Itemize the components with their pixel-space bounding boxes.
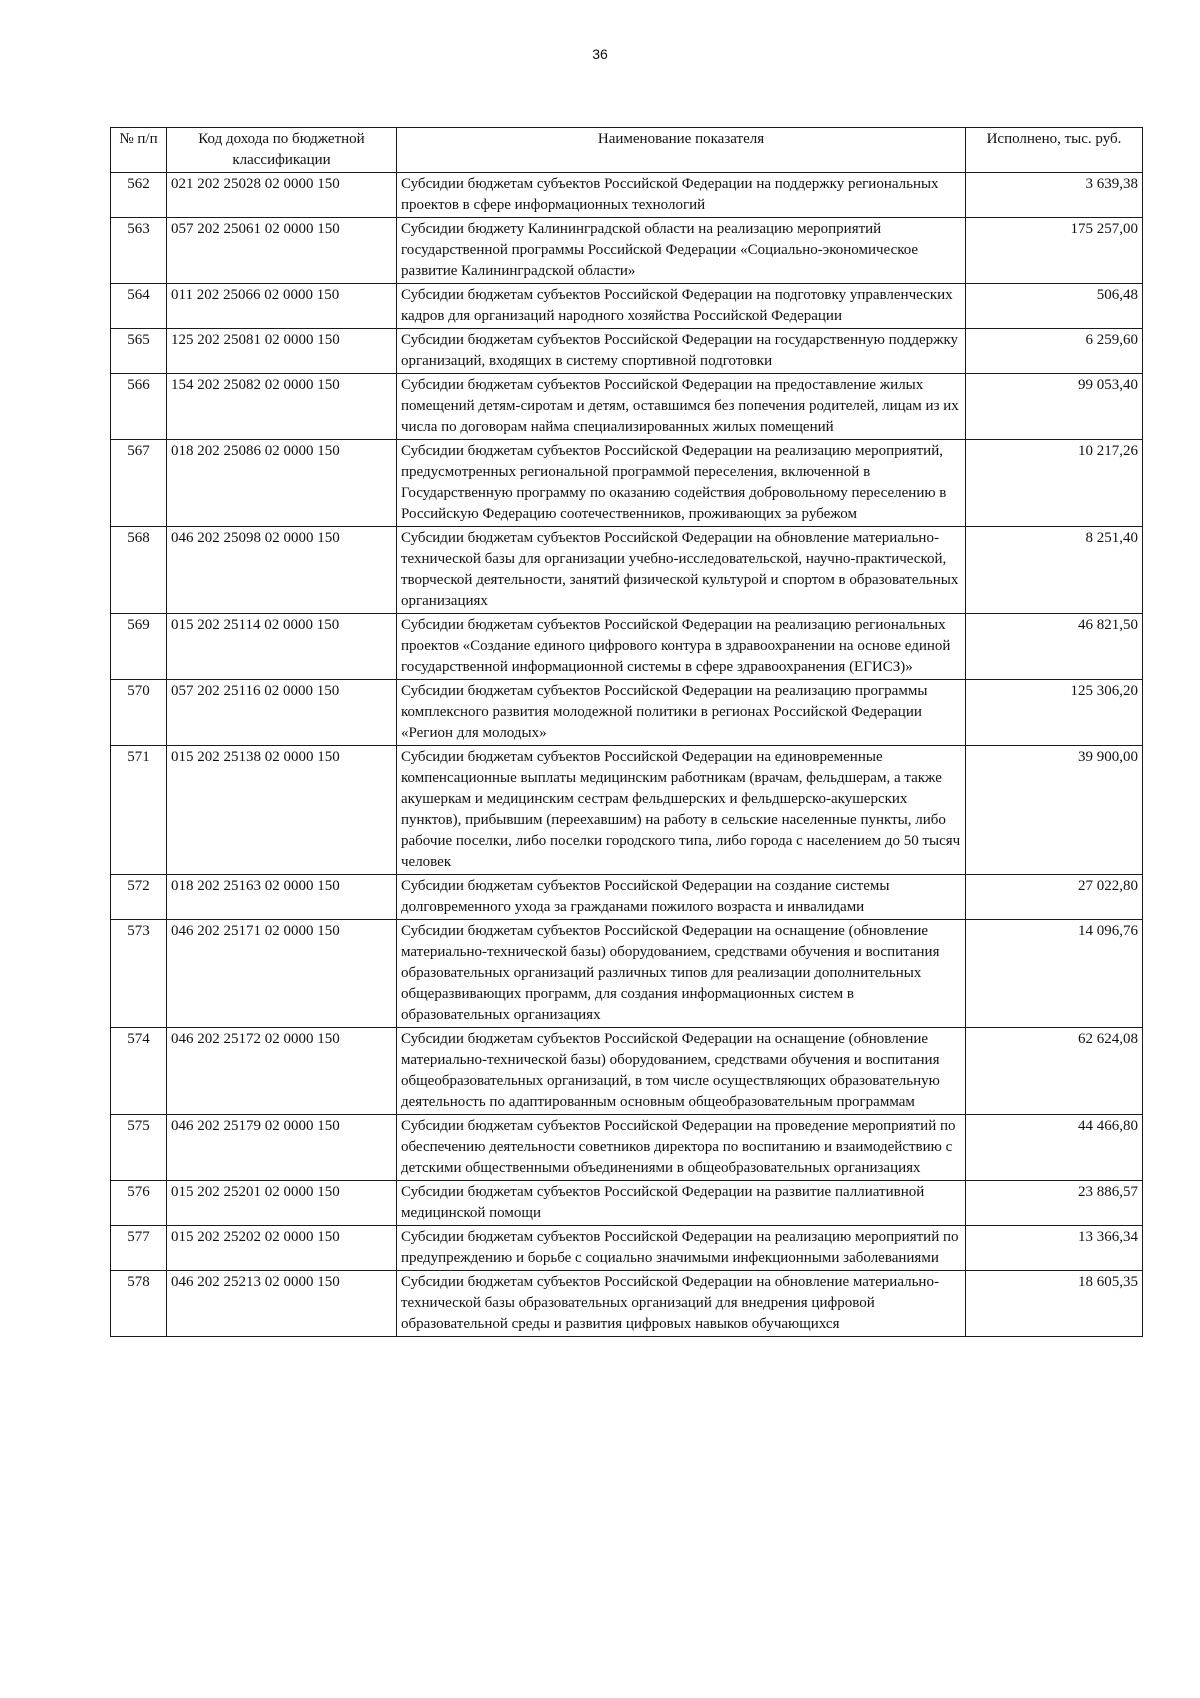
revenue-code: 046 202 25172 02 0000 150 — [167, 1028, 397, 1115]
row-number: 570 — [111, 680, 167, 746]
indicator-name: Субсидии бюджетам субъектов Российской Федерации на проведение мероприятий по обеспечению деятельности советников директора по воспитанию и взаимодействию с детскими общественными объединениями в общеобразовательных организациях — [397, 1115, 966, 1181]
table-body — [111, 173, 1143, 1337]
revenue-code: 046 202 25179 02 0000 150 — [167, 1115, 397, 1181]
table-row — [111, 920, 1143, 1028]
revenue-code: 057 202 25116 02 0000 150 — [167, 680, 397, 746]
table-row — [111, 527, 1143, 614]
indicator-name: Субсидии бюджетам субъектов Российской Федерации на создание системы долговременного ухода за гражданами пожилого возраста и инвалидами — [397, 875, 966, 920]
executed-amount: 27 022,80 — [966, 875, 1143, 920]
table-row — [111, 173, 1143, 218]
row-number: 562 — [111, 173, 167, 218]
revenue-code: 046 202 25213 02 0000 150 — [167, 1271, 397, 1337]
row-number: 578 — [111, 1271, 167, 1337]
executed-amount: 13 366,34 — [966, 1226, 1143, 1271]
table-row — [111, 284, 1143, 329]
indicator-name: Субсидии бюджетам субъектов Российской Федерации на реализацию мероприятий, предусмотренных региональной программой переселения, включенной в Государственную программу по оказанию содействия добровольному переселению в Российскую Федерацию соотечественников, проживающих за рубежом — [397, 440, 966, 527]
executed-amount: 99 053,40 — [966, 374, 1143, 440]
budget-revenue-table — [110, 127, 1143, 1337]
row-number: 565 — [111, 329, 167, 374]
row-number: 571 — [111, 746, 167, 875]
executed-amount: 23 886,57 — [966, 1181, 1143, 1226]
executed-amount: 506,48 — [966, 284, 1143, 329]
row-number: 563 — [111, 218, 167, 284]
row-number: 573 — [111, 920, 167, 1028]
header-row-number: № п/п — [111, 128, 167, 173]
table-row — [111, 1028, 1143, 1115]
revenue-code: 015 202 25201 02 0000 150 — [167, 1181, 397, 1226]
executed-amount: 39 900,00 — [966, 746, 1143, 875]
executed-amount: 62 624,08 — [966, 1028, 1143, 1115]
table-row — [111, 680, 1143, 746]
executed-amount: 175 257,00 — [966, 218, 1143, 284]
executed-amount: 44 466,80 — [966, 1115, 1143, 1181]
header-indicator-name: Наименование показателя — [397, 128, 966, 173]
row-number: 574 — [111, 1028, 167, 1115]
indicator-name: Субсидии бюджетам субъектов Российской Федерации на единовременные компенсационные выплаты медицинским работникам (врачам, фельдшерам, а также акушеркам и медицинским сестрам фельдшерских и фельдшерско-акушерских пунктов), прибывшим (переехавшим) на работу в сельские населенные пункты, либо рабочие поселки, либо поселки городского типа, либо города с населением до 50 тысяч человек — [397, 746, 966, 875]
revenue-code: 125 202 25081 02 0000 150 — [167, 329, 397, 374]
table-row — [111, 440, 1143, 527]
indicator-name: Субсидии бюджетам субъектов Российской Федерации на развитие паллиативной медицинской помощи — [397, 1181, 966, 1226]
indicator-name: Субсидии бюджетам субъектов Российской Федерации на подготовку управленческих кадров для организаций народного хозяйства Российской Федерации — [397, 284, 966, 329]
page-number: 36 — [592, 46, 608, 62]
revenue-code: 015 202 25138 02 0000 150 — [167, 746, 397, 875]
row-number: 568 — [111, 527, 167, 614]
table-row — [111, 1271, 1143, 1337]
executed-amount: 46 821,50 — [966, 614, 1143, 680]
table-row — [111, 218, 1143, 284]
table-row — [111, 329, 1143, 374]
revenue-code: 154 202 25082 02 0000 150 — [167, 374, 397, 440]
row-number: 566 — [111, 374, 167, 440]
table-row — [111, 374, 1143, 440]
executed-amount: 3 639,38 — [966, 173, 1143, 218]
indicator-name: Субсидии бюджетам субъектов Российской Федерации на обновление материально-технической базы образовательных организаций для внедрения цифровой образовательной среды и развития цифровых навыков обучающихся — [397, 1271, 966, 1337]
indicator-name: Субсидии бюджетам субъектов Российской Федерации на обновление материально-технической базы для организации учебно-исследовательской, научно-практической, творческой деятельности, занятий физической культурой и спортом в образовательных организациях — [397, 527, 966, 614]
table-row — [111, 875, 1143, 920]
revenue-code: 057 202 25061 02 0000 150 — [167, 218, 397, 284]
revenue-code: 018 202 25163 02 0000 150 — [167, 875, 397, 920]
executed-amount: 6 259,60 — [966, 329, 1143, 374]
revenue-code: 046 202 25171 02 0000 150 — [167, 920, 397, 1028]
revenue-code: 015 202 25202 02 0000 150 — [167, 1226, 397, 1271]
indicator-name: Субсидии бюджетам субъектов Российской Федерации на оснащение (обновление материально-технической базы) оборудованием, средствами обучения и воспитания образовательных организаций различных типов для реализации дополнительных общеразвивающих программ, для создания информационных систем в образовательных организациях — [397, 920, 966, 1028]
revenue-code: 021 202 25028 02 0000 150 — [167, 173, 397, 218]
executed-amount: 125 306,20 — [966, 680, 1143, 746]
table-row — [111, 614, 1143, 680]
executed-amount: 8 251,40 — [966, 527, 1143, 614]
indicator-name: Субсидии бюджетам субъектов Российской Федерации на государственную поддержку организаций, входящих в систему спортивной подготовки — [397, 329, 966, 374]
table-row — [111, 1181, 1143, 1226]
indicator-name: Субсидии бюджетам субъектов Российской Федерации на предоставление жилых помещений детям-сиротам и детям, оставшимся без попечения родителей, лицам из их числа по договорам найма специализированных жилых помещений — [397, 374, 966, 440]
executed-amount: 14 096,76 — [966, 920, 1143, 1028]
row-number: 564 — [111, 284, 167, 329]
revenue-code: 046 202 25098 02 0000 150 — [167, 527, 397, 614]
table-header-row — [111, 128, 1143, 173]
revenue-code: 011 202 25066 02 0000 150 — [167, 284, 397, 329]
row-number: 576 — [111, 1181, 167, 1226]
indicator-name: Субсидии бюджетам субъектов Российской Федерации на поддержку региональных проектов в сфере информационных технологий — [397, 173, 966, 218]
table-row — [111, 1115, 1143, 1181]
table-row — [111, 746, 1143, 875]
indicator-name: Субсидии бюджету Калининградской области на реализацию мероприятий государственной программы Российской Федерации «Социально-экономическое развитие Калининградской области» — [397, 218, 966, 284]
row-number: 569 — [111, 614, 167, 680]
indicator-name: Субсидии бюджетам субъектов Российской Федерации на реализацию региональных проектов «Создание единого цифрового контура в здравоохранении на основе единой государственной информационной системы в сфере здравоохранения (ЕГИСЗ)» — [397, 614, 966, 680]
table-row — [111, 1226, 1143, 1271]
indicator-name: Субсидии бюджетам субъектов Российской Федерации на реализацию программы комплексного развития молодежной политики в регионах Российской Федерации «Регион для молодых» — [397, 680, 966, 746]
header-revenue-code: Код дохода по бюджетной классификации — [167, 128, 397, 173]
executed-amount: 10 217,26 — [966, 440, 1143, 527]
executed-amount: 18 605,35 — [966, 1271, 1143, 1337]
header-executed-amount: Исполнено, тыс. руб. — [966, 128, 1143, 173]
revenue-code: 018 202 25086 02 0000 150 — [167, 440, 397, 527]
row-number: 577 — [111, 1226, 167, 1271]
row-number: 575 — [111, 1115, 167, 1181]
row-number: 567 — [111, 440, 167, 527]
indicator-name: Субсидии бюджетам субъектов Российской Федерации на реализацию мероприятий по предупреждению и борьбе с социально значимыми инфекционными заболеваниями — [397, 1226, 966, 1271]
revenue-code: 015 202 25114 02 0000 150 — [167, 614, 397, 680]
indicator-name: Субсидии бюджетам субъектов Российской Федерации на оснащение (обновление материально-технической базы) оборудованием, средствами обучения и воспитания общеобразовательных организаций, в том числе осуществляющих образовательную деятельность по адаптированным основным общеобразовательным программам — [397, 1028, 966, 1115]
row-number: 572 — [111, 875, 167, 920]
